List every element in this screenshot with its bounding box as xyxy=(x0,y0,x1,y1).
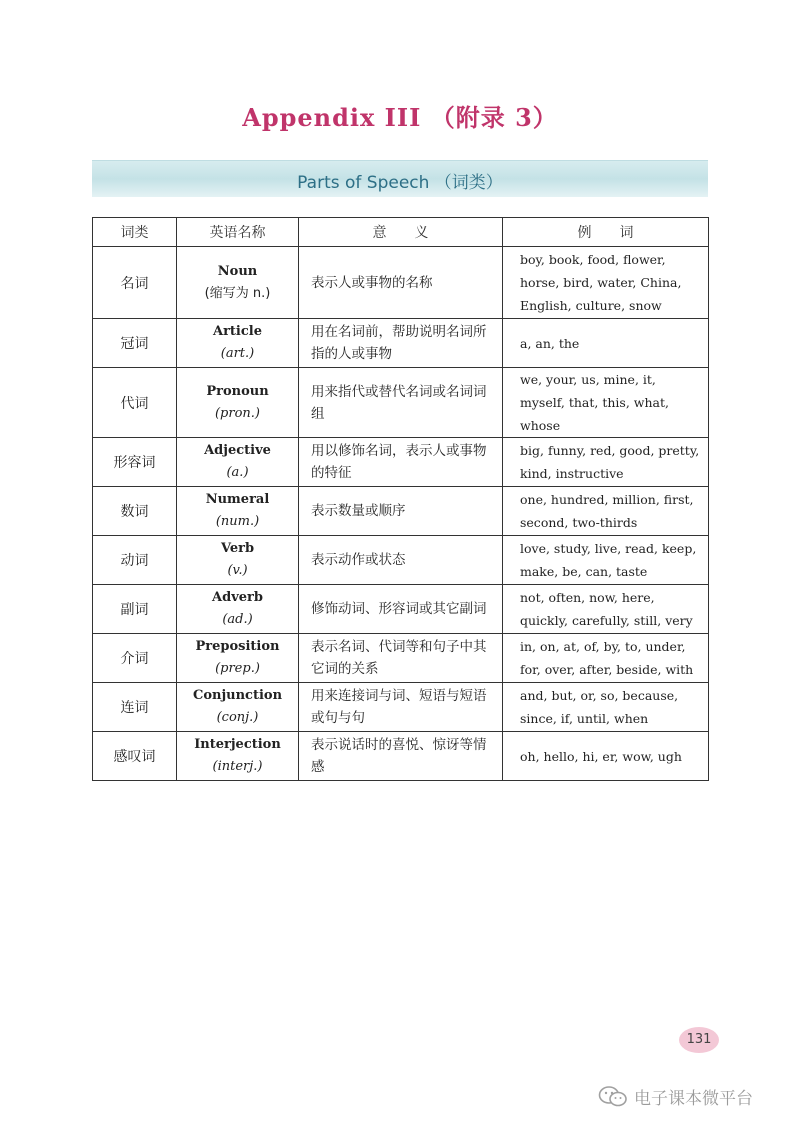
english-name-cell xyxy=(177,487,299,536)
category-cell: 名词 xyxy=(93,247,177,319)
abbreviation: (a.) xyxy=(226,465,249,480)
english-name-cell xyxy=(177,319,299,368)
table-row xyxy=(93,585,709,634)
english-name: Verb xyxy=(220,541,255,556)
examples-cell: and, but, or, so, because, since, if, until, when xyxy=(503,683,709,732)
examples-cell: we, your, us, mine, it, myself, that, this, what, whose xyxy=(503,368,709,438)
header-examples: 例 词 xyxy=(503,218,709,247)
meaning-cell: 表示数量或顺序 xyxy=(299,487,503,536)
english-name-cell xyxy=(177,585,299,634)
english-name: Article xyxy=(212,324,262,339)
english-name-cell xyxy=(177,634,299,683)
meaning-cell: 表示说话时的喜悦、惊讶等情感 xyxy=(299,732,503,781)
category-cell: 动词 xyxy=(93,536,177,585)
meaning-cell: 表示人或事物的名称 xyxy=(299,247,503,319)
abbreviation: (art.) xyxy=(220,346,255,361)
english-name: Adjective xyxy=(204,443,271,458)
category-cell: 介词 xyxy=(93,634,177,683)
examples-cell: one, hundred, million, first, second, two-thirds xyxy=(503,487,709,536)
meaning-cell: 修饰动词、形容词或其它副词 xyxy=(299,585,503,634)
table-row xyxy=(93,634,709,683)
header-meaning: 意 义 xyxy=(299,218,503,247)
abbreviation: (v.) xyxy=(227,563,248,578)
table-header-row xyxy=(93,218,709,247)
category-cell: 形容词 xyxy=(93,438,177,487)
english-name: Adverb xyxy=(212,590,263,605)
page-title: Appendix III （附录 3） xyxy=(242,103,558,132)
examples-cell: a, an, the xyxy=(503,319,709,368)
english-name: Numeral xyxy=(205,492,270,507)
table-row xyxy=(93,732,709,781)
category-cell: 感叹词 xyxy=(93,732,177,781)
english-name-cell xyxy=(177,732,299,781)
category-cell: 副词 xyxy=(93,585,177,634)
category-cell: 冠词 xyxy=(93,319,177,368)
table-row xyxy=(93,319,709,368)
section-banner xyxy=(92,160,708,197)
table-row xyxy=(93,487,709,536)
category-cell: 连词 xyxy=(93,683,177,732)
abbreviation: (pron.) xyxy=(214,405,260,421)
header-english-name: 英语名称 xyxy=(177,218,299,247)
abbreviation: (conj.) xyxy=(216,710,259,725)
table-row xyxy=(93,536,709,585)
english-name-cell xyxy=(177,438,299,487)
table-row xyxy=(93,368,709,438)
meaning-cell: 表示动作或状态 xyxy=(299,536,503,585)
english-name: Pronoun xyxy=(206,383,269,399)
english-name: Conjunction xyxy=(192,688,283,703)
abbreviation: (缩写为 n.) xyxy=(204,285,271,301)
examples-cell: not, often, now, here, quickly, carefully, still, very xyxy=(503,585,709,634)
watermark xyxy=(598,1084,753,1109)
english-name: Interjection xyxy=(194,737,281,752)
watermark-text: 电子课本微平台 xyxy=(634,1089,753,1109)
table-row xyxy=(93,683,709,732)
page-number: 131 xyxy=(679,1027,719,1053)
abbreviation: (num.) xyxy=(215,514,260,529)
examples-cell: in, on, at, of, by, to, under, for, over, after, beside, with xyxy=(503,634,709,683)
section-title: Parts of Speech （词类） xyxy=(297,173,503,193)
table-row xyxy=(93,438,709,487)
english-name-cell xyxy=(177,683,299,732)
examples-cell: oh, hello, hi, er, wow, ugh xyxy=(503,732,709,781)
abbreviation: (interj.) xyxy=(212,759,263,774)
meaning-cell: 用在名词前，帮助说明名词所指的人或事物 xyxy=(299,319,503,368)
examples-cell: love, study, live, read, keep, make, be, can, taste xyxy=(503,536,709,585)
meaning-cell: 用来连接词与词、短语与短语或句与句 xyxy=(299,683,503,732)
abbreviation: (ad.) xyxy=(222,612,253,627)
meaning-cell: 表示名词、代词等和句子中其它词的关系 xyxy=(299,634,503,683)
parts-of-speech-table xyxy=(92,217,709,781)
header-category: 词类 xyxy=(93,218,177,247)
category-cell: 数词 xyxy=(93,487,177,536)
wechat-icon xyxy=(598,1085,628,1109)
abbreviation: (prep.) xyxy=(215,661,260,676)
meaning-cell: 用来指代或替代名词或名词词组 xyxy=(299,368,503,438)
english-name-cell xyxy=(177,368,299,438)
english-name: Preposition xyxy=(195,639,280,654)
english-name-cell xyxy=(177,536,299,585)
examples-cell: boy, book, food, flower, horse, bird, water, China, English, culture, snow xyxy=(503,247,709,319)
english-name: Noun xyxy=(217,263,258,279)
english-name-cell xyxy=(177,247,299,319)
table-row xyxy=(93,247,709,319)
examples-cell: big, funny, red, good, pretty, kind, instructive xyxy=(503,438,709,487)
meaning-cell: 用以修饰名词，表示人或事物的特征 xyxy=(299,438,503,487)
category-cell: 代词 xyxy=(93,368,177,438)
